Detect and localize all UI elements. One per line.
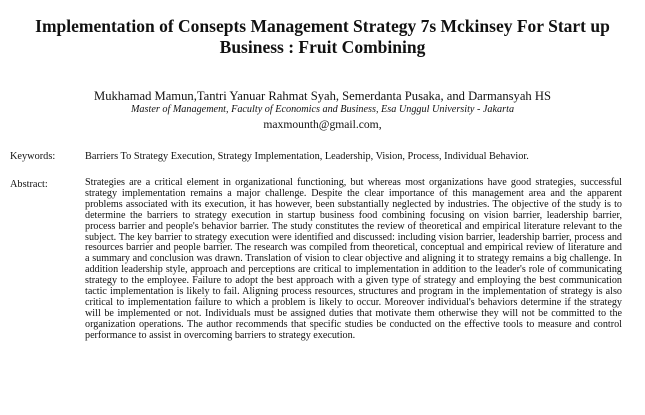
author-list: Mukhamad Mamun,Tantri Yanuar Rahmat Syah, Semerdanta Pusaka, and Darmansyah HS	[94, 89, 551, 103]
abstract-text: Strategies are a critical element in organizational functioning, but whereas most organizations have good strategies, successful strategy implementation remains a major challenge. Despite the clear importance of this management area and the apparent problems associated with its execution, it has however, been substantially neglected by industries. The objective of the study is to determine the barriers to strategy execution in startup business food combining focusing on vision barrier, leadership barrier, process barrier and people's behavior barrier. The study constitutes the review of theoretical and empirical literature relevant to the subject. The key barrier to strategy execution were identified and discussed: including vision barrier, leadership barrier, process and resources barrier and people barrier. The research was compiled from theoretical, conceptual and empirical review of literature and a summary and conclusion was drawn. Translation of vision to clear objective and aligning it to strategy remains a big challenge. In addition leadership style, approach and perceptions are critical to implementation in addition to the leader's role of communicating strategy to the employee. Failure to adopt the best approach with a given type of strategy and employing the best communication tactic implementation is likely to fail. Aligning process resources, structures and program in the implementation of strategy is also critical to implementation failure to which a problem is likely to occur. Moreover individual's behaviors determine if the strategy will be implemented or not. Individuals must be assigned duties that motivate them otherwise they will not be committed to the organization operations. The author recommends that specific studies be conducted on the effective tools to measure and control performance to assist in overcoming barriers to strategy execution.	[85, 177, 622, 341]
author-affiliation: Master of Management, Faculty of Economics and Business, Esa Unggul University - Jakarta	[130, 104, 515, 115]
author-email: maxmounth@gmail.com,	[263, 118, 382, 131]
abstract-label: Abstract:	[10, 179, 48, 190]
keywords-label: Keywords:	[10, 151, 56, 162]
paper-title: Implementation of Consepts Management Strategy 7s Mckinsey For Start up Business : Fruit Combining	[35, 16, 610, 57]
keywords-text: Barriers To Strategy Execution, Strategy Implementation, Leadership, Vision, Process, Individual Behavior.	[85, 151, 529, 162]
